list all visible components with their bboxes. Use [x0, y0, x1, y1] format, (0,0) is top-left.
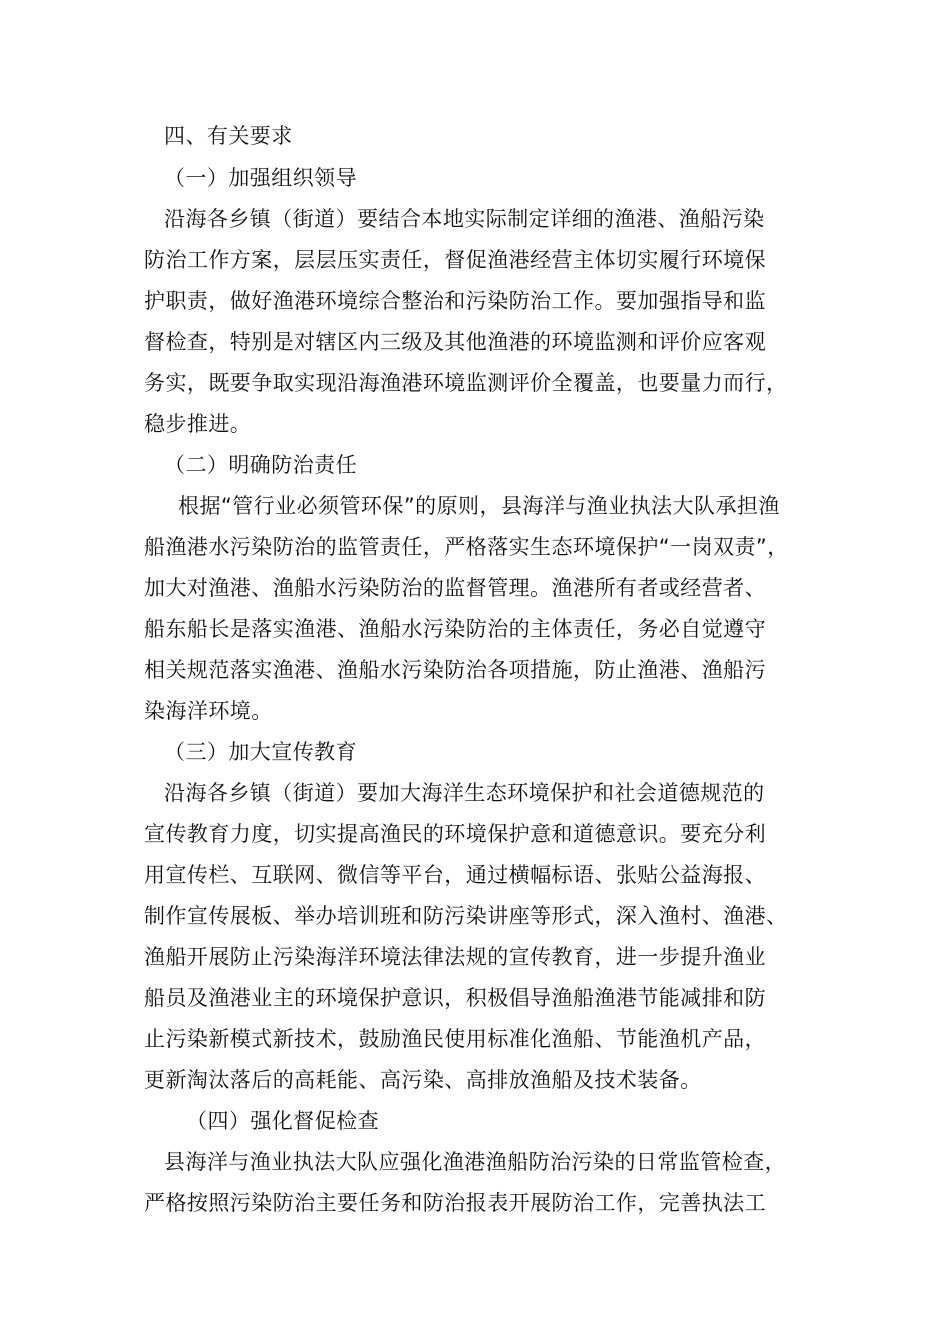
section-title: 四、有关要求 [164, 124, 293, 148]
paragraph-line: 船员及渔港业主的环境保护意识，积极倡导渔船渔港节能减排和防 [144, 986, 767, 1010]
subsection-heading-2: （二）明确防治责任 [164, 453, 358, 477]
paragraph-line: 制作宣传展板、举办培训班和防污染讲座等形式，深入渔村、渔港、 [144, 904, 788, 928]
paragraph-line: 护职责，做好渔港环境综合整治和污染防治工作。要加强指导和监 [144, 289, 767, 313]
paragraph-line: 务实，既要争取实现沿海渔港环境监测评价全覆盖，也要量力而行， [144, 371, 788, 395]
paragraph-line: 用宣传栏、互联网、微信等平台，通过横幅标语、张贴公益海报、 [144, 863, 767, 887]
paragraph-line: 严格按照污染防治主要任务和防治报表开展防治工作，完善执法工 [144, 1191, 767, 1215]
paragraph-line: 更新淘汰落后的高耗能、高污染、高排放渔船及技术装备。 [144, 1068, 702, 1092]
paragraph-line: 沿海各乡镇（街道）要加大海洋生态环境保护和社会道德规范的 [164, 781, 765, 805]
paragraph-line: 督检查，特别是对辖区内三级及其他渔港的环境监测和评价应客观 [144, 330, 767, 354]
subsection-heading-1: （一）加强组织领导 [164, 166, 358, 190]
paragraph-line: 止污染新模式新技术，鼓励渔民使用标准化渔船、节能渔机产品， [144, 1027, 767, 1051]
paragraph-line: 宣传教育力度，切实提高渔民的环境保护意和道德意识。要充分利 [144, 822, 767, 846]
paragraph-line: 相关规范落实渔港、渔船水污染防治各项措施，防止渔港、渔船污 [144, 658, 767, 682]
paragraph-line: 染海洋环境。 [144, 699, 273, 723]
paragraph-line: 渔船开展防止污染海洋环境法律法规的宣传教育，进一步提升渔业 [144, 945, 767, 969]
paragraph-line: 船渔港水污染防治的监管责任，严格落实生态环境保护“一岗双责”， [144, 535, 789, 559]
paragraph-line: 防治工作方案，层层压实责任，督促渔港经营主体切实履行环境保 [144, 248, 767, 272]
subsection-heading-4: （四）强化督促检查 [186, 1109, 380, 1133]
paragraph-line: 根据“管行业必须管环保”的原则，县海洋与渔业执法大队承担渔 [178, 494, 780, 518]
paragraph-line: 加大对渔港、渔船水污染防治的监督管理。渔港所有者或经营者、 [144, 576, 767, 600]
paragraph-line: 稳步推进。 [144, 412, 252, 436]
paragraph-line: 船东船长是落实渔港、渔船水污染防治的主体责任，务必自觉遵守 [144, 617, 767, 641]
paragraph-line: 沿海各乡镇（街道）要结合本地实际制定详细的渔港、渔船污染 [164, 207, 765, 231]
paragraph-line: 县海洋与渔业执法大队应强化渔港渔船防治污染的日常监管检查， [164, 1150, 787, 1174]
subsection-heading-3: （三）加大宣传教育 [164, 740, 358, 764]
